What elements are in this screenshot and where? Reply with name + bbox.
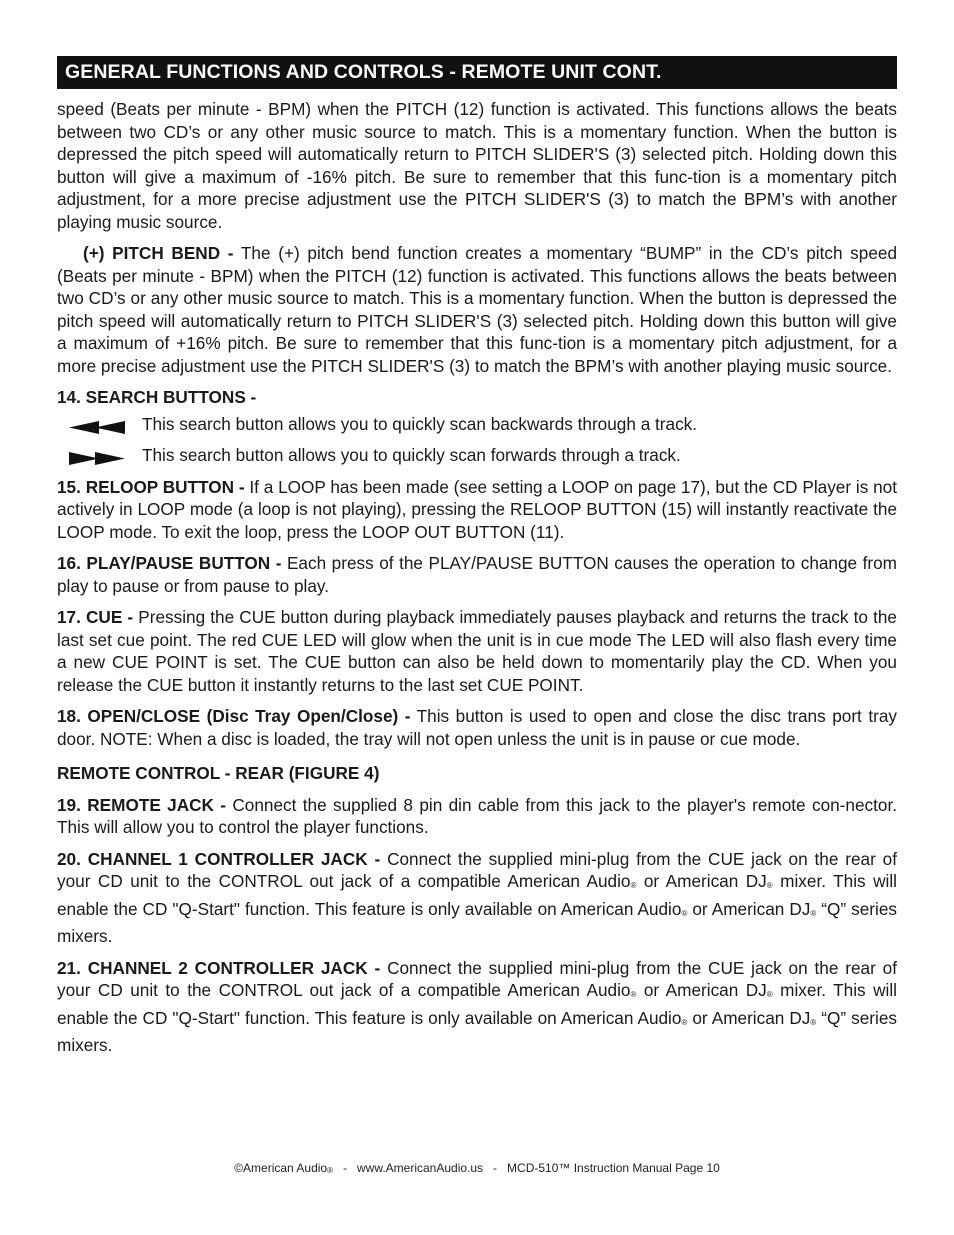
search-buttons-heading: 14. SEARCH BUTTONS - <box>57 387 257 407</box>
play-pause-text: Each press of the PLAY/PAUSE BUTTON causes the operation to change from play to pause or from pause to play. <box>57 553 898 596</box>
search-back-row <box>57 413 897 436</box>
registered-mark: ® <box>630 881 637 890</box>
plus-pitch-bend-paragraph <box>57 242 897 377</box>
manual-page <box>57 56 897 1057</box>
reloop-label: 15. RELOOP BUTTON - <box>57 476 245 497</box>
footer-text: - www.AmericanAudio.us - MCD-510™ Instruction Manual Page 10 <box>332 1161 720 1175</box>
fast-forward-icon <box>69 448 125 471</box>
cue-label: 17. CUE - <box>57 607 134 627</box>
remote-jack-text: Connect the supplied 8 pin din cable from this jack to the player's remote con-nector. This will allow you to control the player functions. <box>57 794 898 837</box>
registered-mark: ® <box>327 1166 333 1175</box>
channel-1-text-2: or American DJ <box>636 871 767 891</box>
play-pause-paragraph <box>57 552 897 597</box>
channel-2-text-1: Connect the supplied mini-plug from the CUE jack on the rear of your CD unit to the CONTROL out jack of a compatible American Audio <box>57 957 897 1000</box>
channel-1-label: 20. CHANNEL 1 CONTROLLER JACK - <box>57 848 381 869</box>
remote-jack-paragraph <box>57 794 897 839</box>
search-back-text: This search button allows you to quickly scan backwards through a track. <box>142 413 698 434</box>
reloop-paragraph <box>57 476 897 544</box>
copyright-symbol: © <box>234 1161 244 1175</box>
registered-mark: ® <box>681 1017 688 1027</box>
channel-1-text-3: mixer. This will enable the CD "Q-Start" function. This feature is only available on American Audio <box>57 871 897 919</box>
channel-2-label: 21. CHANNEL 2 CONTROLLER JACK - <box>57 957 381 978</box>
footer-brand: American Audio <box>243 1161 328 1175</box>
registered-mark: ® <box>766 990 773 999</box>
search-forward-text: This search button allows you to quickly scan forwards through a track. <box>142 445 681 465</box>
cue-text: Pressing the CUE button during playback immediately pauses playback and returns the track to the last set cue point. The red CUE LED will glow when the unit is in cue mode The LED will also flash every time a new CUE POINT is set. The CUE button can also be held down to momentarily play the CD. When you release the CUE button it instantly returns to the last set CUE POINT. <box>57 607 897 695</box>
channel-2-text-2: or American DJ <box>636 980 767 1000</box>
open-close-paragraph <box>57 705 897 750</box>
reloop-text: If a LOOP has been made (see setting a LOOP on page 17), but the CD Player is not actively in LOOP mode (a loop is not playing), pressing the RELOOP BUTTON (15) will instantly reactivate the LOOP mode. To exit the loop, press the LOOP OUT BUTTON (11). <box>57 476 897 542</box>
registered-mark: ® <box>766 881 773 890</box>
plus-pitch-bend-label: (+) PITCH BEND - <box>83 243 234 263</box>
minus-pitch-bend-paragraph: speed (Beats per minute - BPM) when the PITCH (12) function is activated. This functions allows the beats between two CD’s or any other music source to match. This is a momentary function. When the button is depressed the pitch speed will automatically return to PITCH SLIDER'S (3) selected pitch. Holding down this button will give a maximum of -16% pitch. Be sure to remember that this func-tion is a momentary pitch adjustment, for a more precise adjustment use the PITCH SLIDER'S (3) to match the BPM’s with another playing music source. <box>57 99 897 232</box>
rewind-icon <box>69 417 125 440</box>
registered-mark: ® <box>630 990 637 999</box>
channel-2-paragraph <box>57 957 897 1057</box>
channel-1-text-5: “Q” series mixers. <box>57 898 897 946</box>
search-forward-row <box>57 444 897 467</box>
open-close-label: 18. OPEN/CLOSE (Disc Tray Open/Close) - <box>57 706 411 726</box>
channel-1-paragraph <box>57 848 897 948</box>
plus-pitch-bend-text: The (+) pitch bend function creates a momentary “BUMP” in the CD’s pitch speed (Beats per minute - BPM) when the PITCH (12) function is activated. This functions allows the beats between two CD’s or any other music source to match. This is a momentary function. When the button is depressed the pitch speed will automatically return to PITCH SLIDER'S (3) selected pitch. Holding down this button will give a maximum of +16% pitch. Be sure to remember that this func-tion is a momentary pitch adjustment, for a more precise adjustment use the PITCH SLIDER'S (3) to match the BPM’s with another playing music source. <box>57 243 898 376</box>
section-header: GENERAL FUNCTIONS AND CONTROLS - REMOTE UNIT CONT. <box>57 56 897 89</box>
channel-2-text-4: or American DJ <box>687 1007 811 1028</box>
play-pause-label: 16. PLAY/PAUSE BUTTON - <box>57 553 282 573</box>
cue-paragraph <box>57 606 897 696</box>
registered-mark: ® <box>681 908 688 918</box>
channel-1-text-1: Connect the supplied mini-plug from the CUE jack on the rear of your CD unit to the CONTROL out jack of a compatible American Audio <box>57 848 897 891</box>
channel-1-text-4: or American DJ <box>687 898 811 919</box>
channel-2-text-5: “Q” series mixers. <box>57 1007 897 1055</box>
remote-rear-heading: REMOTE CONTROL - REAR (FIGURE 4) <box>57 763 380 783</box>
open-close-text: This button is used to open and close the disc trans port tray door. NOTE: When a disc is loaded, the tray will not open unless the unit is in pause or cue mode. <box>57 706 897 749</box>
page-footer <box>0 1161 954 1175</box>
registered-mark: ® <box>810 1017 817 1027</box>
registered-mark: ® <box>810 908 817 918</box>
channel-2-text-3: mixer. This will enable the CD "Q-Start" function. This feature is only available on American Audio <box>57 980 897 1028</box>
remote-jack-label: 19. REMOTE JACK - <box>57 794 227 815</box>
